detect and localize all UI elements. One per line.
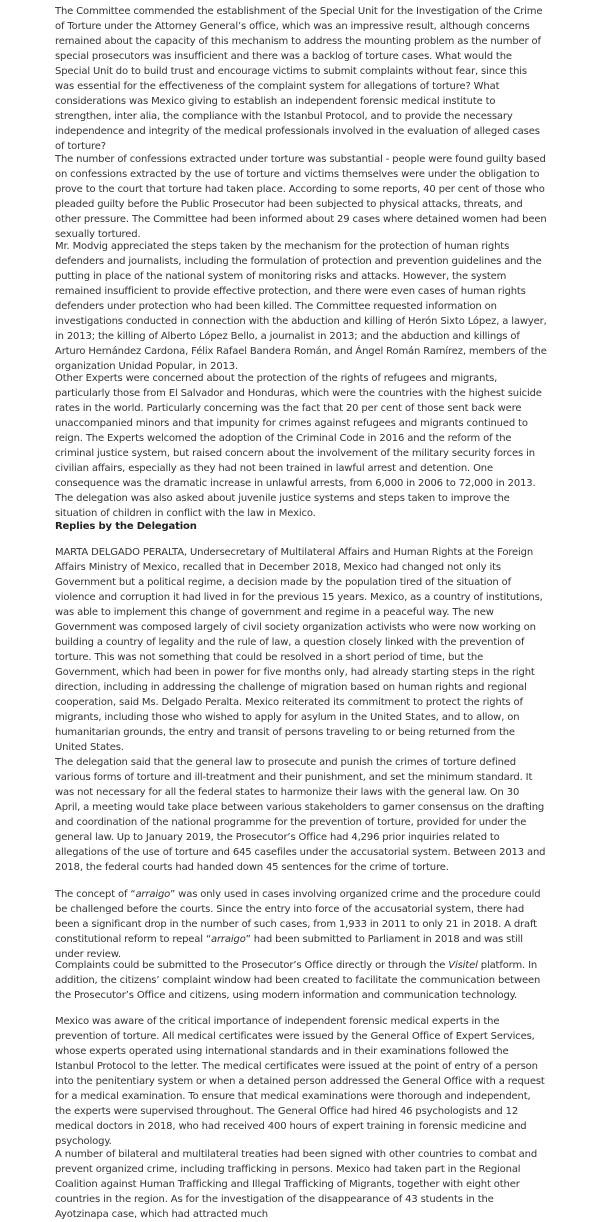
complaints-text-part2: platform. In addition, the citizens’ complaint window had been created to facilitate the communication between the Prosecutor’s Office and citizens, using modern information and communication technology. bbox=[55, 960, 541, 1001]
section-heading-replies: Replies by the Delegation bbox=[55, 521, 197, 532]
arraigo-term: arraigo bbox=[210, 934, 246, 945]
paragraph-human-rights-defenders: Mr. Modvig appreciated the steps taken by the mechanism for the protection of human rights defenders and journalists, including the formulation of protection and prevention guidelines and the putting in place of the national system of monitoring risks and attacks. However, the system remained insufficient to provide effective protection, and there were even cases of human rights defenders under protection who had been killed. The Committee requested information on investigations conducted in connection with the abduction and killing of Herón Sixto López, a lawyer, in 2013; the killing of Alberto López Bello, a journalist in 2013; and the abduction and killings of Arturo Hernández Cardona, Félix Rafael Bandera Román, and Ángel Román Ramírez, members of the organization Unidad Popular, in 2013. bbox=[55, 241, 547, 372]
paragraph-confessions: The number of confessions extracted under torture was substantial - people were found guilty based on confessions extracted by the use of torture and victims themselves were under the obligation to prove to the court that torture had taken place. According to some reports, 40 per cent of those who pleaded guilty before the Public Prosecutor had been subjected to physical attacks, threats, and other pressure. The Committee had been informed about 29 cases where detained women had been sexually tortured. bbox=[55, 154, 547, 240]
paragraph-arraigo bbox=[55, 887, 547, 962]
paragraph-delgado-peralta: MARTA DELGADO PERALTA, Undersecretary of Multilateral Affairs and Human Rights at the Foreign Affairs Ministry of Mexico, recalled that in December 2018, Mexico had changed not only its Government but a political regime, a decision made by the population tired of the situation of violence and corruption it had lived in for the previous 15 years. Mexico, as a country of institutions, was able to implement this change of government and regime in a peaceful way. The new Government was composed largely of civil society organization activists who were now working on building a country of legality and the rule of law, a question closely linked with the prevention of torture. This was not something that could be resolved in a short period of time, but the Government, which had been in power for five months only, had already starting steps in the right direction, including in addressing the challenge of migration based on human rights and regional cooperation, said Ms. Delgado Peralta. Mexico reiterated its commitment to protect the rights of migrants, including those who wished to apply for asylum in the United States, and to allow, on humanitarian grounds, the entry and transit of persons traveling to or being returned from the United States. bbox=[55, 547, 543, 753]
paragraph-forensic-experts: Mexico was aware of the critical importance of independent forensic medical experts in the prevention of torture. All medical certificates were issued by the General Office of Expert Services, whose experts operated using international standards and in their examinations followed the Istanbul Protocol to the letter. The medical certificates were issued at the point of entry of a person into the penitentiary system or when a detained person addressed the General Office with a request for a medical examination. To ensure that medical examinations were thorough and independent, the experts were supervised throughout. The General Office had hired 46 psychologists and 12 medical doctors in 2018, who had received 400 hours of expert training in forensic medicine and psychology. bbox=[55, 1016, 545, 1147]
arraigo-text-part1: The concept of “ bbox=[55, 889, 136, 900]
paragraph-general-law: The delegation said that the general law to prosecute and punish the crimes of torture defined various forms of torture and ill-treatment and their punishment, and set the minimum standard. It was not necessary for all the federal states to harmonize their laws with the general law. On 30 April, a meeting would take place between various stakeholders to garner consensus on the drafting and coordination of the national programme for the prevention of torture, provided for under the general law. Up to January 2019, the Prosecutor’s Office had 4,296 prior inquiries related to allegations of the use of torture and 645 casefiles under the accusatorial system. Between 2013 and 2018, the federal courts had handed down 45 sentences for the crime of torture. bbox=[55, 757, 546, 873]
arraigo-term: arraigo bbox=[135, 889, 171, 900]
arraigo-text-part3: ” had been submitted to Parliament in 2018 and was still under review. bbox=[55, 934, 523, 960]
paragraph-refugees-migrants: Other Experts were concerned about the protection of the rights of refugees and migrants, particularly those from El Salvador and Honduras, which were the countries with the highest suicide rates in the world. Particularly concerning was the fact that 20 per cent of those sent back were unaccompanied minors and that impunity for crimes against refugees and migrants continued to reign. The Experts welcomed the adoption of the Criminal Code in 2016 and the reform of the criminal justice system, but raised concern about the involvement of the military security forces in civilian affairs, especially as they had not been trained in lawful arrest and detention. One consequence was the dramatic increase in unlawful arrests, from 6,000 in 2006 to 72,000 in 2013. The delegation was also asked about juvenile justice systems and steps taken to improve the situation of children in conflict with the law in Mexico. bbox=[55, 373, 542, 519]
paragraph-special-unit: The Committee commended the establishment of the Special Unit for the Investigation of the Crime of Torture under the Attorney General’s office, which was an impressive result, although concerns remained about the capacity of this mechanism to address the mounting problem as the number of special prosecutors was insufficient and there was a backlog of torture cases. What would the Special Unit do to build trust and encourage victims to submit complaints without fear, since this was essential for the effectiveness of the complaint system for allegations of torture? What considerations was Mexico giving to establish an independent forensic medical institute to strengthen, inter alia, the compliance with the Istanbul Protocol, and to provide the necessary independence and integrity of the medical professionals involved in the evaluation of alleged cases of torture? bbox=[55, 6, 543, 152]
paragraph-complaints bbox=[55, 958, 547, 1003]
visitel-term: Visitel bbox=[448, 960, 478, 971]
arraigo-text-part2: ” was only used in cases involving organized crime and the procedure could be challenged before the courts. Since the entry into force of the accusatorial system, there had been a significant drop in the number of such cases, from 1,933 in 2011 to only 21 in 2018. A draft constitutional reform to repeal “ bbox=[55, 889, 541, 945]
complaints-text-part1: Complaints could be submitted to the Prosecutor’s Office directly or through the bbox=[55, 960, 449, 971]
paragraph-treaties: A number of bilateral and multilateral treaties had been signed with other countries to combat and prevent organized crime, including trafficking in persons. Mexico had taken part in the Regional Coalition against Human Trafficking and Illegal Trafficking of Migrants, together with eight other countries in the region. As for the investigation of the disappearance of 43 students in the Ayotzinapa case, which had attracted much bbox=[55, 1149, 538, 1220]
